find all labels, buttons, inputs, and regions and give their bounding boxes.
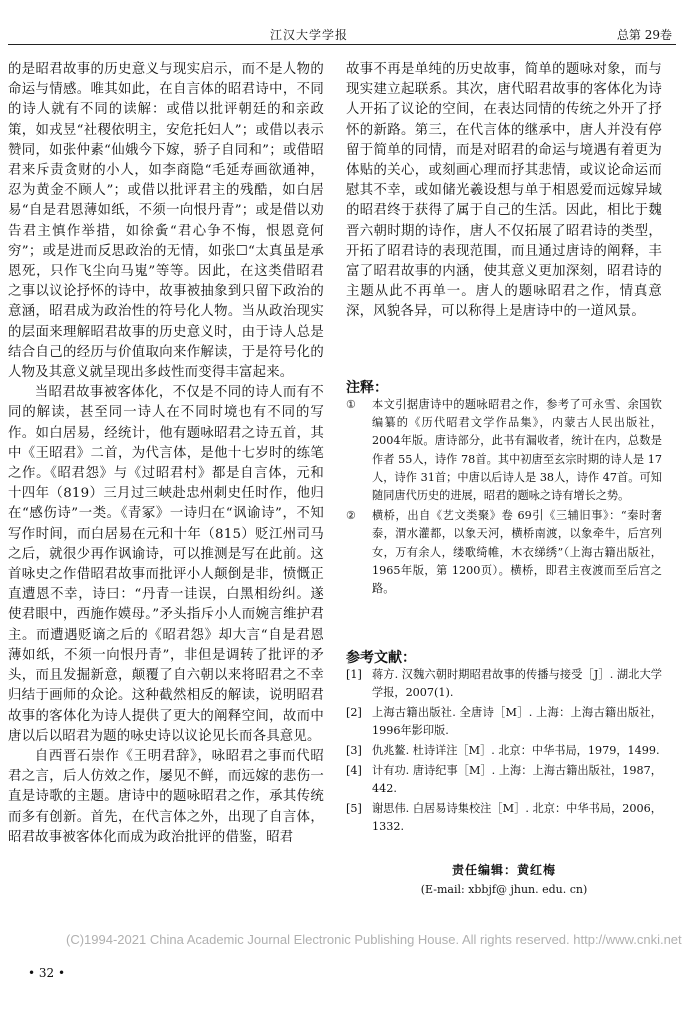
reference-item (346, 666, 662, 702)
references-heading: 参考文献： (346, 650, 416, 666)
body-paragraph: 的是昭君故事的历史意义与现实启示，而不是人物的命运与情感。唯其如此，在自言体的昭君诗中，不同的诗人就有不同的读解：或借以批评朝廷的和亲政策，如戎昱“社稷依明主，安危托妇人”；或借以表示赞同，如张仲素“仙娥今下嫁，骄子自同和”；或借昭君来斥责贪财的小人，如李商隐“毛延寿画欲通神，忍为黄金不顾人”；或借以批评君主的残酷，如白居易“自是君恩薄如纸，不须一向恨丹青”；或是借以劝告君主慎作举措，如徐夤“君心争不悔，恨恩竟何穷”；或是进而反思政治的无情，如张☐“太真虽是承恩死，只作飞尘向马嵬”等等。因此，在这类借昭君之事以议论抒怀的诗中，故事被抽象到只留下政治的意涵，昭君成为政治性的符号化人物。当从政治现实的层面来理解昭君故事的历史意义时，由于诗人总是结合自己的经历与价值取向来作解读，于是符号化的人物及其意义就呈现出多歧性而变得丰富起来。 (8, 62, 324, 381)
reference-item (346, 742, 662, 760)
note-text: 本文引据唐诗中的题咏昭君之作，参考了可永雪、余国钦编纂的《历代昭君文学作品集》，内蒙古人民出版社，2004年版。唐诗部分，此书有漏收者，统计在内，总数是作者 55人，诗作 78首。其中初唐至玄宗时期的诗人是 17人，诗作 31首；中唐以后诗人是 38人，诗作 47首。可知随同唐代历史的进展，昭君的题咏之诗有增长之势。 (372, 398, 662, 503)
reference-text: 计有功. 唐诗纪事［M］. 上海：上海古籍出版社，1987，442. (372, 764, 662, 795)
reference-number: [2] (346, 706, 362, 719)
running-header (8, 26, 676, 45)
references-list (346, 666, 662, 838)
reference-text: 仇兆鳌. 杜诗详注［M］. 北京：中华书局，1979，1499. (372, 744, 660, 757)
body-paragraph: 当昭君故事被客体化，不仅是不同的诗人而有不同的解读，甚至同一诗人在不同时境也有不同的写作。如白居易，经统计，他有题咏昭君之诗五首，其中《王昭君》二首，为代言体，是他十七岁时的练笔之作。《昭君怨》与《过昭君村》都是自言体，元和十四年（819）三月过三峡赴忠州刺史任时作，他归在“感伤诗”一类。《青冢》一诗归在“讽谕诗”，不知写作时间，而白居易在元和十年（815）贬江州司马之后，就很少再作讽谕诗，可以推测是写在此前。这首咏史之作借昭君故事而批评小人颠倒是非，愤慨正直遭恩不幸，诗曰：“丹青一诖误，白黑相纷纠。遂使君眼中，西施作嫫母。”矛头指斥小人而婉言维护君主。而遭遇贬谪之后的《昭君怨》却大言“自是君恩薄如纸，不须一向恨丹青”，非但是调转了批评的矛头，而且发掘新意，颠覆了自六朝以来将昭君之不幸归结于画师的众论。这种截然相反的解读，说明昭君故事的客体化为诗人提供了更大的阐释空间，故而中唐以后以昭君为题的咏史诗以议论见长而各具意见。 (8, 385, 324, 744)
body-paragraph: 自西晋石崇作《王明君辞》，咏昭君之事而代昭君之言，后人仿效之作，屡见不鲜，而远嫁的悲伤一直是诗歌的主题。唐诗中的题咏昭君之作，承其传统而多有创新。首先，在代言体之外，出现了自言体，昭君故事被客体化而成为政治批评的借鉴，昭君 (8, 748, 324, 845)
note-marker: ① (346, 398, 357, 411)
notes-list (346, 396, 662, 600)
note-item (346, 507, 662, 598)
reference-text: 蒋方. 汉魏六朝时期昭君故事的传播与接受［J］. 湖北大学学报，2007(1). (372, 668, 662, 699)
reference-text: 谢思伟. 白居易诗集校注［M］. 北京：中华书局，2006，1332. (372, 802, 662, 833)
left-column (8, 60, 324, 848)
journal-name: 江汉大学学报 (270, 28, 349, 42)
note-text: 横桥，出自《艺文类聚》卷 69引《三辅旧事》：“秦时奢泰，渭水灌都，以象天河，横桥南渡，以象牵牛，后宫列女，万有余人，缕歌绮帷，木衣绨绣”（上海古籍出版社，1965年版，第 1200页）。横桥，即君主夜渡而至后宫之路。 (372, 509, 662, 596)
editor-name: 责任编辑：黄红梅 (451, 863, 556, 877)
reference-item (346, 762, 662, 798)
right-column (346, 60, 662, 323)
reference-number: [4] (346, 764, 362, 777)
volume-label: 总第 29卷 (616, 28, 672, 42)
editor-email: (E-mail: xbbjf@ jhun. edu. cn) (420, 883, 588, 896)
editor-credit (346, 860, 662, 900)
reference-number: [3] (346, 744, 362, 757)
reference-text: 上海古籍出版社. 全唐诗［M］. 上海：上海古籍出版社，1996年影印版. (372, 706, 662, 737)
copyright-watermark: (C)1994-2021 China Academic Journal Electronic Publishing House. All rights reserved. http://www.cnki.net (66, 932, 682, 947)
page-number: • 32 • (28, 966, 66, 980)
reference-item (346, 800, 662, 836)
body-paragraph: 故事不再是单纯的历史故事，简单的题咏对象，而与现实建立起联系。其次，唐代昭君故事的客体化为诗人开拓了议论的空间，在表达同情的传统之外开了抒怀的新路。第三，在代言体的继承中，唐人并没有停留于简单的同情，而是对昭君的命运与境遇有着更为体贴的关心，或刻画心理而抒其悲情，或议论命运而慰其不幸，或如储光羲设想与单于相恩爱而远嫁异域的昭君终于获得了属于自己的生活。因此，相比于魏晋六朝时期的诗作，唐人不仅拓展了昭君诗的类型，开拓了昭君诗的表现范围，而且通过唐诗的阐释，丰富了昭君故事的内涵，使其意义更加深刻，昭君诗的主题从此不再单一。唐人的题咏昭君之作，情真意深，风貌各异，可以称得上是唐诗中的一道风景。 (346, 62, 662, 320)
notes-heading: 注释： (346, 380, 388, 396)
note-item (346, 396, 662, 505)
reference-number: [1] (346, 668, 362, 681)
reference-item (346, 704, 662, 740)
reference-number: [5] (346, 802, 362, 815)
note-marker: ② (346, 509, 357, 523)
